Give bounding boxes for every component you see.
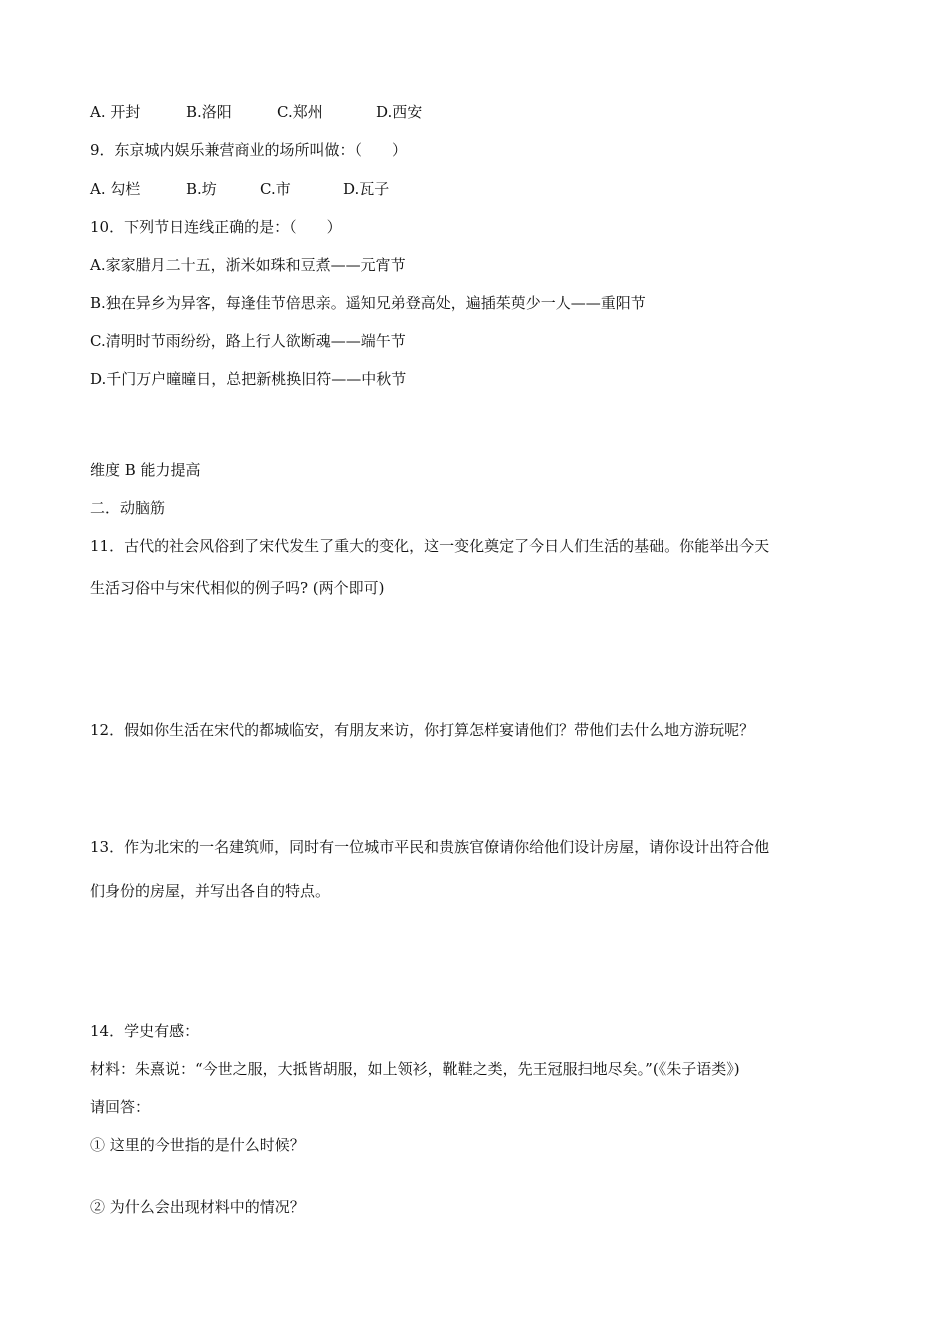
q8-option-a: A. 开封 <box>90 103 141 121</box>
q8-option-d: D.西安 <box>376 103 423 121</box>
q14-prompt: 请回答： <box>90 1098 151 1116</box>
q13-line2: 们身份的房屋，并写出各自的特点。 <box>90 882 331 900</box>
q11-line1: 11．古代的社会风俗到了宋代发生了重大的变化，这一变化奠定了今日人们生活的基础。你能举出今天 <box>90 537 770 555</box>
q13-line1: 13．作为北宋的一名建筑师，同时有一位城市平民和贵族官僚请你给他们设计房屋，请你设计出符合他 <box>90 838 770 856</box>
q9-option-a: A. 勾栏 <box>90 180 141 198</box>
q12-line1: 12．假如你生活在宋代的都城临安，有朋友来访，你打算怎样宴请他们？带他们去什么地方游玩呢？ <box>90 721 755 739</box>
q14-sub-question-2: ② 为什么会出现材料中的情况？ <box>90 1198 305 1216</box>
section-b-title: 维度 B 能力提高 <box>90 461 201 479</box>
q8-option-b: B.洛阳 <box>186 103 232 121</box>
q9-option-d: D.瓦子 <box>343 180 390 198</box>
q14-sub-question-1: ① 这里的今世指的是什么时候？ <box>90 1136 305 1154</box>
q14-material: 材料：朱熹说：“今世之服，大抵皆胡服，如上领衫，靴鞋之类，先王冠服扫地尽矣。”(《朱子语类》) <box>90 1060 740 1078</box>
q10-option-c: C.清明时节雨纷纷，路上行人欲断魂——端午节 <box>90 332 406 350</box>
q10-option-a: A.家家腊月二十五，浙米如珠和豆煮——元宵节 <box>90 256 406 274</box>
q14-stem: 14．学史有感： <box>90 1022 200 1040</box>
q9-stem: 9．东京城内娱乐兼营商业的场所叫做：（ ） <box>90 141 408 159</box>
q8-option-c: C.郑州 <box>277 103 323 121</box>
q10-stem: 10．下列节日连线正确的是：（ ） <box>90 218 342 236</box>
q9-option-c: C.市 <box>260 180 291 198</box>
section-b-subtitle: 二．动脑筋 <box>90 499 166 517</box>
q11-line2: 生活习俗中与宋代相似的例子吗? (两个即可) <box>90 579 385 597</box>
q10-option-d: D.千门万户曈曈日，总把新桃换旧符——中秋节 <box>90 370 407 388</box>
q9-option-b: B.坊 <box>186 180 217 198</box>
q10-option-b: B.独在异乡为异客，每逢佳节倍思亲。遥知兄弟登高处，遍插茱萸少一人——重阳节 <box>90 294 646 312</box>
